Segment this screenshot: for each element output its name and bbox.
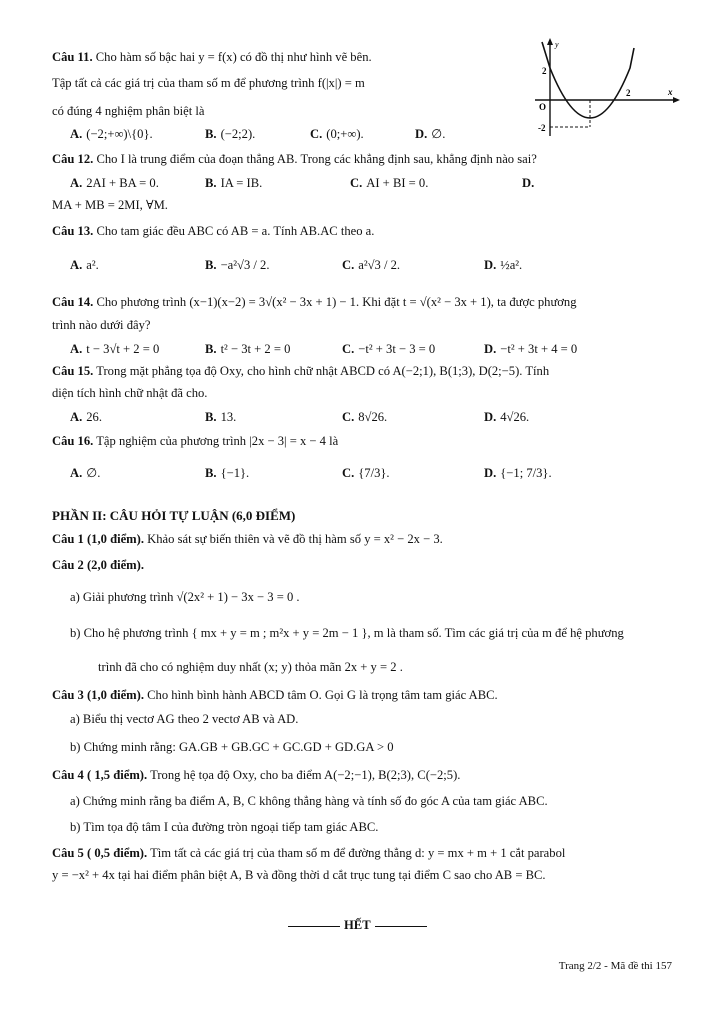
end-text: HẾT: [344, 918, 371, 932]
q14-line1: [52, 295, 577, 311]
q11-line3: có đúng 4 nghiệm phân biệt là: [52, 104, 205, 118]
q11-option-d: D. ∅.: [415, 127, 446, 141]
q14-text1: Cho phương trình (x−1)(x−2) = 3√(x² − 3x + 1) − 1. Khi đặt t = √(x² − 3x + 1), ta được phương: [96, 295, 577, 309]
page-footer: Trang 2/2 - Mã đề thi 157: [558, 960, 672, 972]
q12-text: Cho I là trung điểm của đoạn thẳng AB. Trong các khẳng định sau, khẳng định nào sai?: [96, 152, 537, 166]
c2-part-b-line1: b) Cho hệ phương trình { mx + y = m ; m²x + y = 2m − 1 }, m là tham số. Tìm các giá trị của m để hệ phương: [70, 626, 624, 640]
c5-label: Câu 5 ( 0,5 điểm).: [52, 846, 148, 860]
q13-label: Câu 13.: [52, 224, 94, 238]
c3-part-a: a) Biểu thị vectơ AG theo 2 vectơ AB và AD.: [70, 712, 299, 726]
q13-option-a: A. a².: [70, 258, 99, 272]
q15-line1: [52, 364, 549, 380]
q11-option-b: B. (−2;2).: [205, 127, 256, 141]
q14-label: Câu 14.: [52, 295, 94, 309]
q16-option-a: A. ∅.: [70, 466, 101, 480]
q14-option-d: D. −t² + 3t + 4 = 0: [484, 342, 578, 356]
q16-label: Câu 16.: [52, 434, 94, 448]
q13-option-c: C. a²√3 / 2.: [342, 258, 401, 272]
graph-y-arrow: [547, 38, 553, 45]
c3-part-b: b) Chứng minh rằng: GA.GB + GB.GC + GC.GD + GD.GA > 0: [70, 740, 394, 754]
c2-part-a: a) Giải phương trình √(2x² + 1) − 3x − 3 = 0 .: [70, 590, 300, 604]
graph-x-arrow: [673, 97, 680, 103]
c1-text: Khảo sát sự biến thiên và vẽ đồ thị hàm số y = x² − 2x − 3.: [147, 532, 443, 546]
q16-text: Tập nghiệm của phương trình |2x − 3| = x − 4 là: [96, 434, 339, 448]
q12-label: Câu 12.: [52, 152, 94, 166]
q15-text1: Trong mặt phẳng tọa độ Oxy, cho hình chữ nhật ABCD có A(−2;1), B(1;3), D(2;−5). Tính: [96, 364, 550, 378]
c2-label-line: [52, 558, 144, 574]
c1-line: [52, 532, 443, 548]
c3-label: Câu 3 (1,0 điểm).: [52, 688, 144, 702]
q12-option-d: D.: [522, 176, 535, 190]
c5-text1: Tìm tất cả các giá trị của tham số m để đường thẳng d: y = mx + m + 1 cắt parabol: [150, 846, 566, 860]
q14-option-c: C. −t² + 3t − 3 = 0: [342, 342, 436, 356]
c3-text: Cho hình bình hành ABCD tâm O. Gọi G là trọng tâm tam giác ABC.: [147, 688, 498, 702]
q15-option-c: C. 8√26.: [342, 410, 388, 424]
graph-y-tick-neg2: -2: [538, 123, 546, 133]
q16-option-d: D. {−1; 7/3}.: [484, 466, 552, 480]
q11-option-a: A. (−2;+∞)\{0}.: [70, 127, 153, 141]
c1-label: Câu 1 (1,0 điểm).: [52, 532, 144, 546]
part2-heading: PHẦN II: CÂU HỎI TỰ LUẬN (6,0 ĐIỂM): [52, 508, 296, 523]
end-rule-left: [288, 926, 340, 927]
graph-y-tick-2: 2: [542, 66, 547, 76]
q14-option-b: B. t² − 3t + 2 = 0: [205, 342, 291, 356]
graph-origin-label: O: [539, 102, 547, 112]
c4-text: Trong hệ tọa độ Oxy, cho ba điểm A(−2;−1), B(2;3), C(−2;5).: [150, 768, 461, 782]
q13-text: Cho tam giác đều ABC có AB = a. Tính AB.AC theo a.: [96, 224, 375, 238]
c4-part-a: a) Chứng minh rằng ba điểm A, B, C không thẳng hàng và tính số đo góc A của tam giác ABC.: [70, 794, 548, 808]
end-rule-right: [375, 926, 427, 927]
q15-option-d: D. 4√26.: [484, 410, 530, 424]
q15-line2: diện tích hình chữ nhật đã cho.: [52, 386, 208, 400]
graph-x-tick-2: 2: [626, 88, 631, 98]
q11-option-c: C. (0;+∞).: [310, 127, 364, 141]
q13-option-d: D. ½a².: [484, 258, 523, 272]
graph-x-label: x: [668, 87, 673, 97]
q14-line2: trình nào dưới đây?: [52, 318, 151, 332]
q11-label: Câu 11.: [52, 50, 93, 64]
q14-option-a: A. t − 3√t + 2 = 0: [70, 342, 160, 356]
c5-line2: y = −x² + 4x tại hai điểm phân biệt A, B và đồng thời d cắt trục tung tại điểm C sao cho AB = BC.: [52, 868, 546, 882]
c5-line1: [52, 846, 565, 862]
q13-option-b: B. −a²√3 / 2.: [205, 258, 270, 272]
graph-parabola: [542, 42, 634, 118]
q12-option-a: A. 2AI + BA = 0.: [70, 176, 159, 190]
q13-line: [52, 224, 374, 240]
q16-option-b: B. {−1}.: [205, 466, 250, 480]
q11-line1: [52, 50, 372, 66]
q15-option-a: A. 26.: [70, 410, 102, 424]
q15-option-b: B. 13.: [205, 410, 237, 424]
q12-option-d-continued: MA + MB = 2MI, ∀M.: [52, 198, 168, 212]
c4-part-b: b) Tìm tọa độ tâm I của đường tròn ngoại tiếp tam giác ABC.: [70, 820, 379, 834]
q15-label: Câu 15.: [52, 364, 94, 378]
q11-text1: Cho hàm số bậc hai y = f(x) có đồ thị như hình vẽ bên.: [95, 50, 372, 64]
parabola-graph: [530, 38, 680, 138]
q12-line: [52, 152, 537, 168]
q12-option-c: C. AI + BI = 0.: [350, 176, 429, 190]
c4-line: [52, 768, 460, 784]
q12-option-b: B. IA = IB.: [205, 176, 263, 190]
q16-line: [52, 434, 338, 450]
q16-option-c: C. {7/3}.: [342, 466, 390, 480]
c2-label: Câu 2 (2,0 điểm).: [52, 558, 144, 572]
graph-y-label: y: [555, 40, 559, 49]
q11-line2: Tập tất cả các giá trị của tham số m để phương trình f(|x|) = m: [52, 76, 365, 90]
c4-label: Câu 4 ( 1,5 điểm).: [52, 768, 148, 782]
c3-line: [52, 688, 498, 704]
c2-part-b-line2: trình đã cho có nghiệm duy nhất (x; y) thỏa mãn 2x + y = 2 .: [98, 660, 403, 674]
end-marker: [284, 918, 431, 934]
